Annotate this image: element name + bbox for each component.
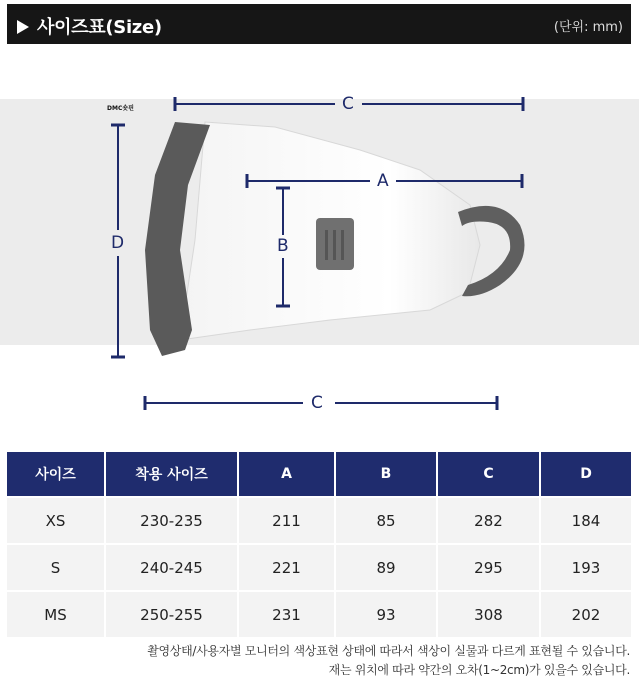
cell-wearing-size: 250-255	[105, 591, 238, 637]
cell-d: 193	[540, 544, 631, 591]
cell-c: 295	[437, 544, 540, 591]
cell-d: 184	[540, 497, 631, 544]
table-row	[7, 497, 631, 544]
cell-c: 308	[437, 591, 540, 637]
size-table	[7, 452, 631, 637]
cell-a: 221	[238, 544, 335, 591]
table-header-row	[7, 452, 631, 497]
label-d: D	[111, 233, 125, 253]
cell-b: 89	[335, 544, 437, 591]
table-row	[7, 544, 631, 591]
notes	[147, 642, 630, 680]
cell-size: MS	[7, 591, 105, 637]
cell-size: XS	[7, 497, 105, 544]
unit-label: (단위: mm)	[553, 20, 623, 35]
label-c-bottom: C	[311, 393, 323, 413]
cell-a: 231	[238, 591, 335, 637]
header-d: D	[540, 452, 631, 497]
cell-d: 202	[540, 591, 631, 637]
label-c-top: C	[342, 94, 354, 114]
header-wearing-size: 착용 사이즈	[105, 452, 238, 497]
note-color: 촬영상태/사용자별 모니터의 색상표현 상태에 따라서 색상이 실물과 다르게 표현될 수 있습니다.	[147, 644, 630, 658]
note-tolerance: 재는 위치에 따라 약간의 오차(1~2cm)가 있을수 있습니다.	[328, 663, 630, 677]
cell-a: 211	[238, 497, 335, 544]
cell-size: S	[7, 544, 105, 591]
cell-c: 282	[437, 497, 540, 544]
header-title-text: 사이즈표(Size)	[37, 17, 162, 38]
label-b: B	[277, 236, 289, 256]
header-c: C	[437, 452, 540, 497]
header-size: 사이즈	[7, 452, 105, 497]
table-row	[7, 591, 631, 637]
cell-wearing-size: 240-245	[105, 544, 238, 591]
cell-wearing-size: 230-235	[105, 497, 238, 544]
cell-b: 85	[335, 497, 437, 544]
label-a: A	[377, 171, 389, 191]
header-b: B	[335, 452, 437, 497]
header-a: A	[238, 452, 335, 497]
brand-label: DMC숏핀	[107, 105, 134, 112]
cell-b: 93	[335, 591, 437, 637]
